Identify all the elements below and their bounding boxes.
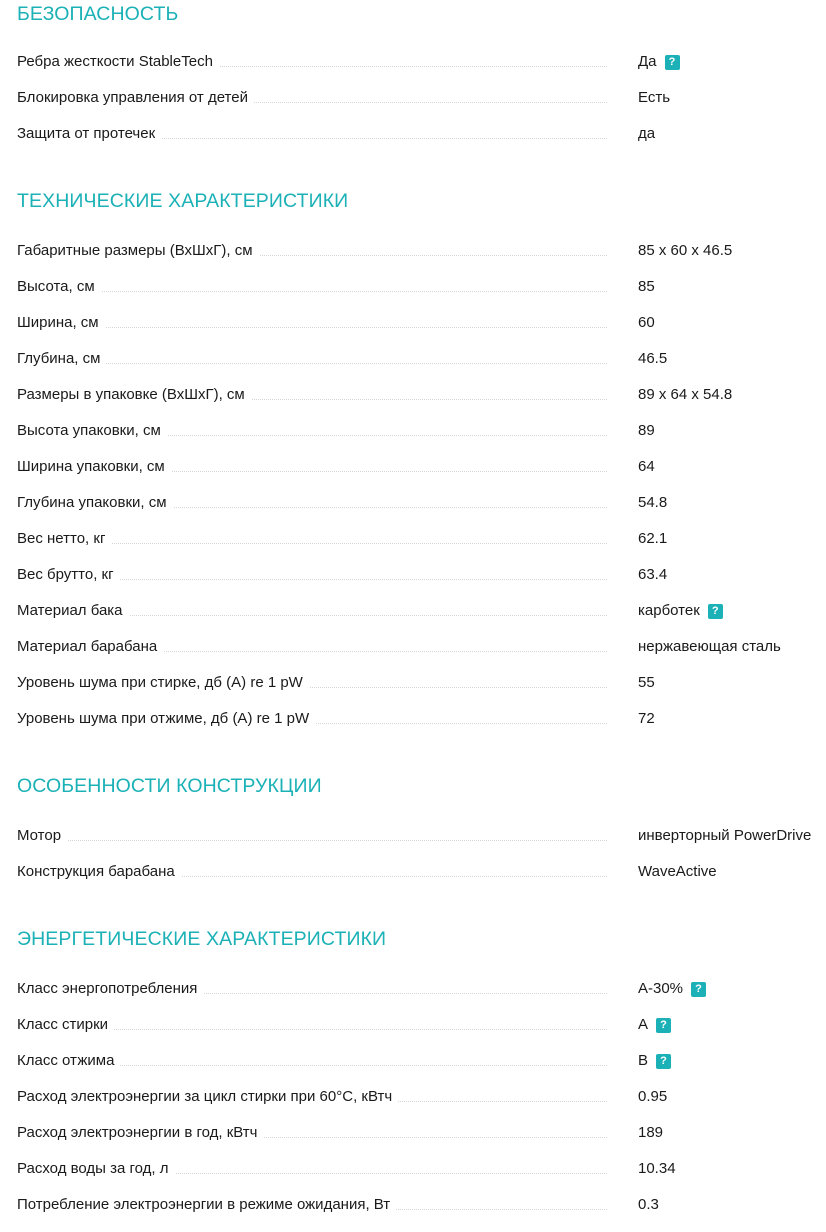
dotted-leader [17, 327, 607, 328]
spec-label: Расход электроэнергии в год, кВтч [17, 1122, 263, 1144]
spec-label: Блокировка управления от детей [17, 87, 254, 109]
spec-row [17, 1014, 826, 1038]
question-mark-icon[interactable]: ? [656, 1054, 671, 1069]
section-title-technical: ТЕХНИЧЕСКИЕ ХАРАКТЕРИСТИКИ [17, 190, 349, 212]
spec-value: 85 [638, 278, 655, 295]
spec-label: Ширина упаковки, см [17, 456, 171, 478]
spec-row [17, 456, 826, 480]
spec-label: Расход электроэнергии за цикл стирки при 60°С, кВтч [17, 1086, 398, 1108]
spec-label: Уровень шума при стирке, дб (А) re 1 pW [17, 672, 309, 694]
spec-value: 10.34 [638, 1160, 676, 1177]
spec-value: 60 [638, 314, 655, 331]
spec-value-wrap [638, 51, 680, 73]
spec-row [17, 276, 826, 300]
question-mark-icon[interactable]: ? [656, 1018, 671, 1033]
spec-label: Мотор [17, 825, 67, 847]
spec-row [17, 123, 826, 147]
spec-label: Материал барабана [17, 636, 163, 658]
spec-value: да [638, 125, 656, 142]
spec-row [17, 564, 826, 588]
spec-label: Материал бака [17, 600, 129, 622]
spec-label: Габаритные размеры (ВхШхГ), см [17, 240, 259, 262]
spec-row [17, 528, 826, 552]
spec-label: Глубина упаковки, см [17, 492, 173, 514]
spec-row [17, 825, 826, 849]
spec-value: карботек [638, 602, 700, 619]
spec-label: Потребление электроэнергии в режиме ожидания, Вт [17, 1194, 396, 1216]
spec-row [17, 420, 826, 444]
spec-row [17, 492, 826, 516]
dotted-leader [17, 291, 607, 292]
spec-value: 89 [638, 422, 655, 439]
spec-row [17, 312, 826, 336]
spec-value: Есть [638, 89, 671, 106]
spec-row [17, 636, 826, 660]
dotted-leader [17, 840, 607, 841]
spec-label: Высота, см [17, 276, 101, 298]
spec-value-wrap [638, 600, 723, 622]
spec-label: Уровень шума при отжиме, дб (А) re 1 pW [17, 708, 315, 730]
spec-value: 62.1 [638, 530, 668, 547]
spec-row [17, 1194, 826, 1218]
spec-value: 55 [638, 674, 655, 691]
spec-row [17, 861, 826, 885]
spec-row [17, 1086, 826, 1110]
spec-label: Глубина, см [17, 348, 106, 370]
spec-value: 85 x 60 x 46.5 [638, 242, 733, 259]
spec-label: Вес нетто, кг [17, 528, 111, 550]
spec-value: 72 [638, 710, 655, 727]
spec-value: 63.4 [638, 566, 668, 583]
spec-label: Высота упаковки, см [17, 420, 167, 442]
spec-value: 54.8 [638, 494, 668, 511]
spec-row [17, 1122, 826, 1146]
question-mark-icon[interactable]: ? [665, 55, 680, 70]
section-title-energy: ЭНЕРГЕТИЧЕСКИЕ ХАРАКТЕРИСТИКИ [17, 928, 387, 950]
spec-label: Ребра жесткости StableTech [17, 51, 219, 73]
spec-row [17, 348, 826, 372]
spec-label: Размеры в упаковке (ВхШхГ), см [17, 384, 251, 406]
spec-label: Защита от протечек [17, 123, 161, 145]
spec-label: Класс отжима [17, 1050, 120, 1072]
spec-row [17, 240, 826, 264]
spec-label: Вес брутто, кг [17, 564, 120, 586]
spec-value: нержавеющая сталь [638, 638, 781, 655]
spec-value: 89 x 64 x 54.8 [638, 386, 733, 403]
spec-row [17, 672, 826, 696]
question-mark-icon[interactable]: ? [708, 604, 723, 619]
spec-value-wrap [638, 1050, 671, 1072]
spec-row [17, 87, 826, 111]
spec-value-wrap [638, 1014, 671, 1036]
spec-row [17, 978, 826, 1002]
spec-value: 46.5 [638, 350, 668, 367]
spec-value: A [638, 1016, 649, 1033]
spec-value: А-30% [638, 980, 684, 997]
spec-value: 189 [638, 1124, 664, 1141]
section-title-construction: ОСОБЕННОСТИ КОНСТРУКЦИИ [17, 775, 322, 797]
spec-value: 0.3 [638, 1196, 659, 1213]
spec-row [17, 708, 826, 732]
spec-row [17, 600, 826, 624]
spec-value: инверторный PowerDrive [638, 827, 812, 844]
spec-row [17, 384, 826, 408]
spec-value-wrap [638, 978, 706, 1000]
spec-value: Да [638, 53, 657, 70]
spec-label: Класс стирки [17, 1014, 114, 1036]
spec-value: WaveActive [638, 863, 717, 880]
spec-value: 64 [638, 458, 655, 475]
question-mark-icon[interactable]: ? [691, 982, 706, 997]
spec-label: Класс энергопотребления [17, 978, 203, 1000]
spec-label: Расход воды за год, л [17, 1158, 175, 1180]
section-title-safety: БЕЗОПАСНОСТЬ [17, 3, 179, 25]
spec-value: 0.95 [638, 1088, 668, 1105]
spec-row [17, 1050, 826, 1074]
spec-value: B [638, 1052, 649, 1069]
spec-label: Ширина, см [17, 312, 105, 334]
spec-row [17, 51, 826, 75]
spec-label: Конструкция барабана [17, 861, 181, 883]
spec-row [17, 1158, 826, 1182]
